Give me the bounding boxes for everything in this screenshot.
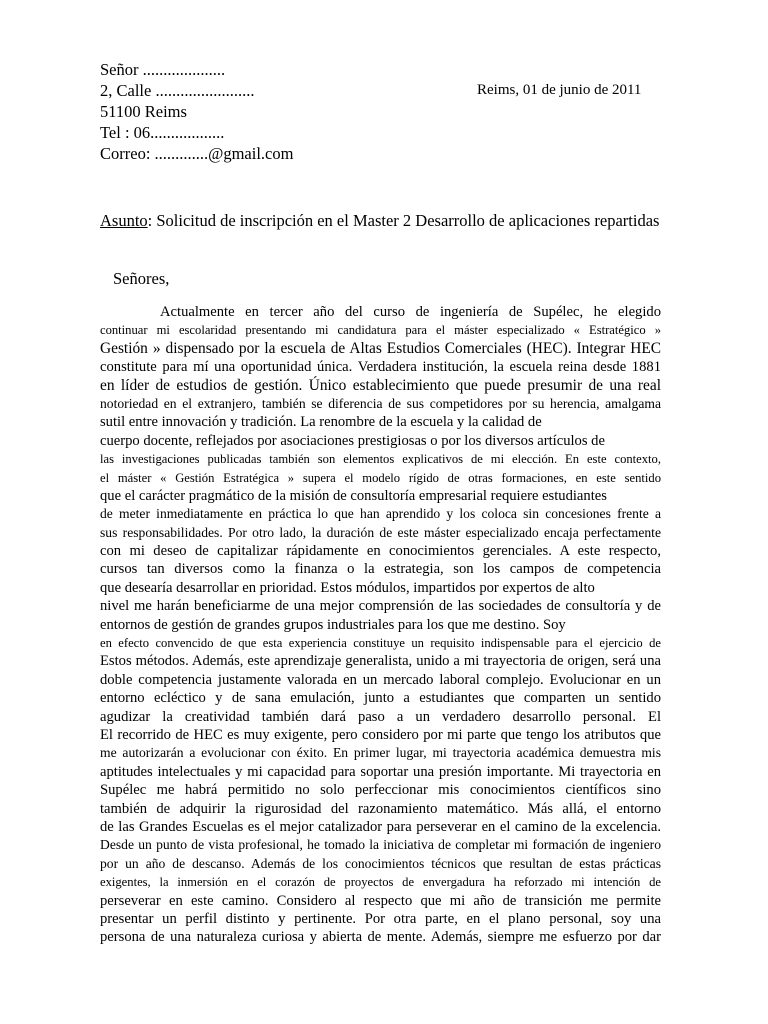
body-line: Desde un punto de vista profesional, he tomado la iniciativa de completar mi formación de ingeniero bbox=[100, 837, 661, 853]
body-line: exigentes, la inmersión en el corazón de proyectos de envergadura ha reforzado mi intención de bbox=[100, 875, 661, 890]
body-line: nivel me harán beneficiarme de una mejor comprensión de las sociedades de consultoría y de bbox=[100, 598, 661, 615]
body-line: el máster « Gestión Estratégica » supera el modelo rígido de otras formaciones, en este sentido bbox=[100, 470, 661, 485]
sender-phone: Tel : 06.................. bbox=[100, 123, 225, 142]
letter-body bbox=[100, 303, 661, 947]
body-line: constitute para mí una oportunidad única. Verdadera institución, la escuela reina desde 1881 bbox=[100, 359, 661, 376]
body-line: doble competencia justamente valorada en un mercado laboral complejo. Evolucionar en un bbox=[100, 671, 661, 688]
body-line: continuar mi escolaridad presentando mi candidatura para el máster especializado « Estratégico » bbox=[100, 323, 661, 338]
letter-date: Reims, 01 de junio de 2011 bbox=[477, 82, 642, 98]
sender-street: 2, Calle ........................ bbox=[100, 81, 255, 100]
body-line: sutil entre innovación y tradición. La renombre de la escuela y la calidad de bbox=[100, 414, 542, 431]
subject-text: : Solicitud de inscripción en el Master 2 Desarrollo de aplicaciones repartidas bbox=[147, 211, 660, 230]
body-line: aptitudes intelectuales y mi capacidad para soportar una presión importante. Mi trayectoria en bbox=[100, 763, 661, 780]
body-line: de meter inmediatamente en práctica lo que han aprendido y los coloca sin concesiones frente a bbox=[100, 506, 661, 522]
body-line: notoriedad en el extranjero, también se diferencia de sus competidores por su herencia, amalgama bbox=[100, 395, 661, 411]
body-line: cuerpo docente, reflejados por asociaciones prestigiosas o por los diversos artículos de bbox=[100, 432, 605, 449]
body-line: también de adquirir la rigurosidad del razonamiento matemático. Más allá, el entorno bbox=[100, 800, 661, 817]
body-line: por un año de descanso. Además de los conocimientos técnicos que resultan de estas prácticas bbox=[100, 855, 661, 871]
body-line: presentar un perfil distinto y pertinente. Por otra parte, en el plano personal, soy una bbox=[100, 910, 661, 927]
body-line: El recorrido de HEC es muy exigente, pero considero por mi parte que tengo los atributos que bbox=[100, 726, 661, 743]
body-line: cursos tan diversos como la finanza o la estrategia, son los campos de competencia bbox=[100, 561, 661, 578]
body-line: que el carácter pragmático de la misión de consultoría empresarial requiere estudiantes bbox=[100, 487, 607, 504]
sender-name: Señor .................... bbox=[100, 60, 226, 79]
sender-email: Correo: .............@gmail.com bbox=[100, 144, 294, 163]
body-line: sus responsabilidades. Por otro lado, la duración de este máster especializado encaja perfectamente bbox=[100, 524, 661, 540]
body-line: persona de una naturaleza curiosa y abierta de mente. Además, siempre me esfuerzo por dar bbox=[100, 929, 661, 946]
body-line: entornos de gestión de grandes grupos industriales para los que me destino. Soy bbox=[100, 616, 566, 633]
subject-label: Asunto bbox=[100, 211, 148, 230]
body-line: Actualmente en tercer año del curso de ingeniería de Supélec, he elegido bbox=[160, 304, 661, 320]
body-line: perseverar en este camino. Considero al respecto que mi año de transición me permite bbox=[100, 892, 661, 909]
body-line: Supélec me habrá permitido no solo perfeccionar mis conocimientos científicos sino bbox=[100, 782, 661, 799]
subject-line bbox=[100, 208, 660, 234]
sender-block bbox=[100, 59, 293, 164]
body-line: de las Grandes Escuelas es el mejor catalizador para perseverar en el camino de la excelencia. bbox=[100, 818, 661, 835]
body-line: Estos métodos. Además, este aprendizaje generalista, unido a mi trayectoria de origen, será una bbox=[100, 653, 661, 670]
body-line: entorno ecléctico y de sana emulación, junto a estudiantes que comparten un sentido bbox=[100, 690, 661, 707]
greeting: Señores, bbox=[113, 269, 170, 288]
body-line: en líder de estudios de gestión. Único establecimiento que puede presumir de una real bbox=[100, 376, 661, 394]
body-line: me autorizarán a evolucionar con éxito. En primer lugar, mi trayectoria académica demuestra mis bbox=[100, 745, 661, 761]
body-line: que desearía desarrollar en prioridad. Estos módulos, impartidos por expertos de alto bbox=[100, 579, 595, 596]
body-line: con mi deseo de capitalizar rápidamente en conocimientos gerenciales. A este respecto, bbox=[100, 543, 661, 560]
body-line: las investigaciones publicadas también son elementos explicativos de mi elección. En este contexto, bbox=[100, 452, 661, 467]
body-line: en efecto convencido de que esta experiencia constituye un requisito indispensable para el ejercicio de bbox=[100, 636, 661, 651]
body-line: agudizar la creatividad también dará paso a un verdadero desarrollo personal. El bbox=[100, 708, 661, 725]
body-line: Gestión » dispensado por la escuela de Altas Estudios Comerciales (HEC). Integrar HEC bbox=[100, 339, 661, 357]
sender-city: 51100 Reims bbox=[100, 102, 187, 121]
